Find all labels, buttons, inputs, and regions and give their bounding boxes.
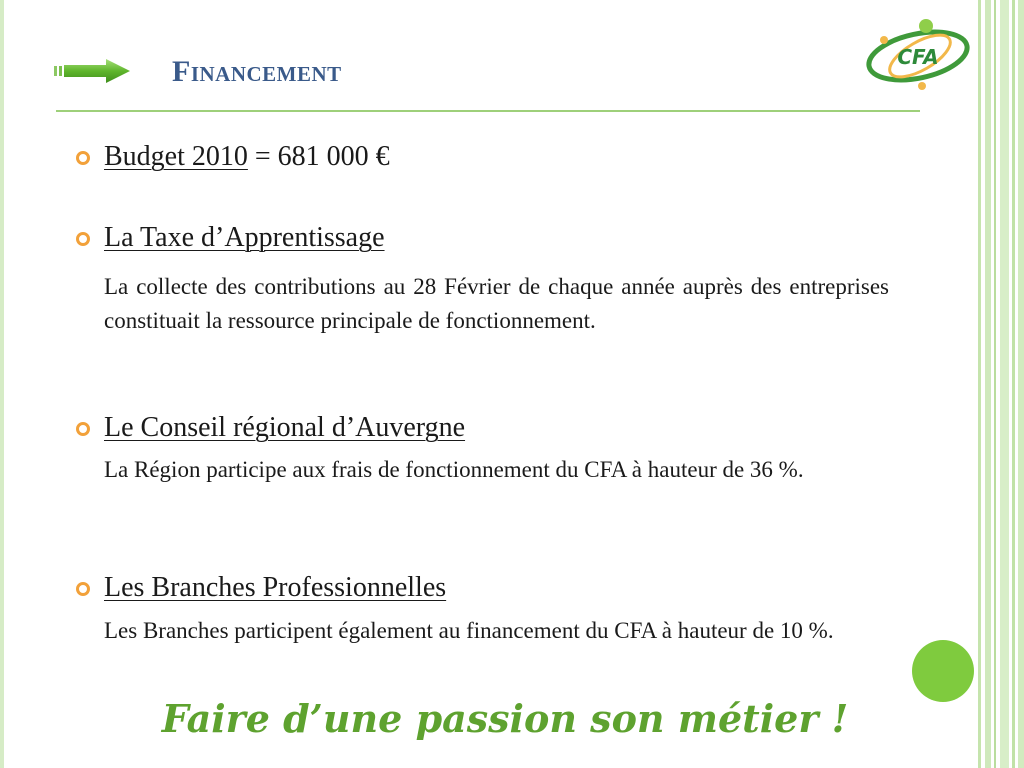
decorative-stripe (994, 0, 996, 768)
header-divider (56, 110, 920, 112)
heading-label: Le Conseil régional d’Auvergne (104, 412, 466, 443)
section-heading-budget (104, 140, 390, 174)
arrow-right-icon (54, 58, 132, 84)
section-text-conseil: La Région participe aux frais de fonctionnement du CFA à hauteur de 36 %. (104, 457, 804, 482)
decorative-stripe (1000, 0, 1009, 768)
section-heading-taxe (104, 221, 385, 255)
bullet-icon (76, 422, 90, 436)
heading-label: Budget 2010 (104, 141, 248, 172)
page-title: Financement (172, 55, 342, 88)
section-text-taxe: La collecte des contributions au 28 Février de chaque année auprès des entreprises constituait la ressource principale de fonctionnement. (104, 274, 889, 333)
decorative-stripe (978, 0, 981, 768)
heading-label: La Taxe d’Apprentissage (104, 222, 385, 253)
heading-value: = 681 000 € (247, 141, 390, 172)
logo-text: CFA (897, 45, 939, 69)
tagline: Faire d’une passion son métier ! (161, 696, 849, 741)
slide-frame-left (0, 0, 4, 768)
decorative-stripe (985, 0, 991, 768)
decorative-stripe (1018, 0, 1024, 768)
decorative-circle (912, 640, 974, 702)
bullet-icon (76, 232, 90, 246)
section-heading-conseil (104, 411, 465, 445)
section-text-branches: Les Branches participent également au financement du CFA à hauteur de 10 %. (104, 618, 834, 643)
section-heading-branches (104, 571, 446, 605)
bullet-icon (76, 582, 90, 596)
cfa-logo (862, 14, 974, 94)
heading-label: Les Branches Professionnelles (104, 572, 447, 603)
decorative-stripe (1012, 0, 1015, 768)
bullet-icon (76, 151, 90, 165)
